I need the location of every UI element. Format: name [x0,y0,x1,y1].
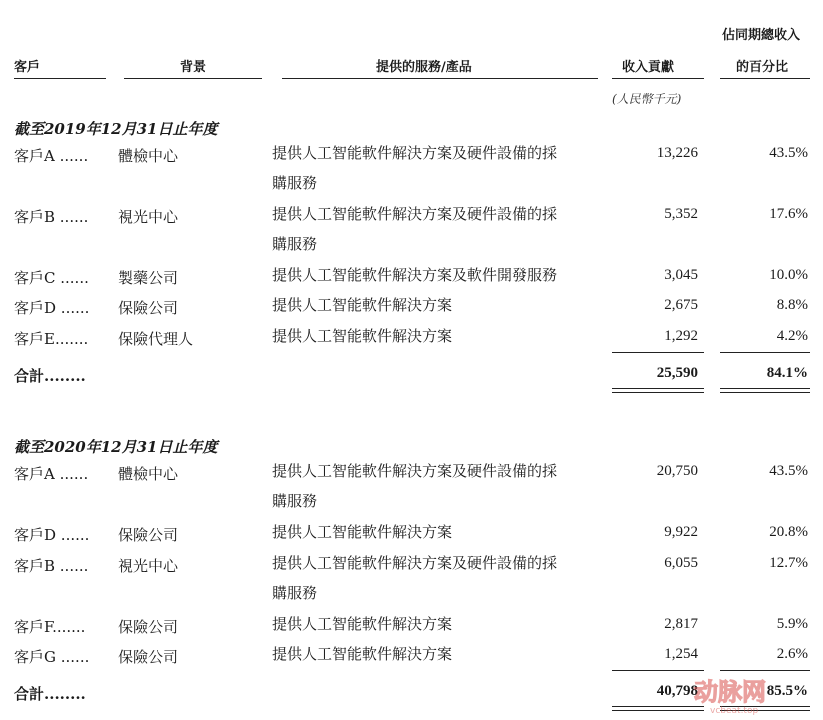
revenue-value: 1,254 [664,646,698,662]
customer-background: 視光中心 [118,557,179,575]
revenue-value: 20,750 [656,463,698,479]
watermark-logo [688,672,818,716]
customer-background: 體檢中心 [118,465,179,483]
revenue-value: 3,045 [664,267,698,283]
percentage-value: 43.5% [769,145,808,161]
percentage-value: 2.6% [776,646,808,662]
total-double-rule [612,388,704,393]
customer-name: 客戶A ...... [14,147,89,165]
header-pct-line2: 的百分比 [736,60,789,75]
period-title-2020: 截至2020年12月31日止年度 [14,438,218,456]
customer-background: 保險公司 [118,526,179,544]
revenue-value: 2,817 [664,616,698,632]
percentage-value: 43.5% [769,463,808,479]
customer-name: 客戶C ...... [14,269,89,287]
header-underline [124,78,262,79]
total-double-rule [720,388,810,393]
subtotal-rule [720,670,810,671]
revenue-value: 6,055 [664,555,698,571]
percentage-value: 8.8% [776,297,808,313]
subtotal-rule [720,352,810,353]
header-services: 提供的服務/產品 [376,60,472,75]
header-underline [14,78,106,79]
customer-name: 客戶D ...... [14,526,90,544]
service-description: 提供人工智能軟件解決方案及硬件設備的採 購服務 [272,205,558,253]
subtotal-rule [612,670,704,671]
service-description: 提供人工智能軟件解決方案 [272,523,453,541]
header-underline [282,78,598,79]
subtotal-rule [612,352,704,353]
service-description: 提供人工智能軟件解決方案 [272,615,453,633]
service-description: 提供人工智能軟件解決方案及硬件設備的採 購服務 [272,554,558,602]
total-percentage: 84.1% [766,365,808,381]
customer-name: 客戶F....... [14,618,86,636]
percentage-value: 17.6% [769,206,808,222]
total-label: 合計........ [14,685,86,703]
service-description: 提供人工智能軟件解決方案及硬件設備的採 購服務 [272,462,558,510]
total-revenue: 25,590 [656,365,698,381]
customer-background: 保險代理人 [118,330,194,348]
watermark-text: 动脉网 [694,678,766,706]
percentage-value: 10.0% [769,267,808,283]
service-description: 提供人工智能軟件解決方案及軟件開發服務 [272,266,558,284]
header-revenue: 收入貢獻 [622,60,675,75]
revenue-value: 2,675 [664,297,698,313]
unit-label: (人民幣千元) [612,92,682,106]
customer-background: 保險公司 [118,299,179,317]
customer-name: 客戶B ...... [14,208,89,226]
header-customer: 客戶 [14,60,41,75]
percentage-value: 5.9% [776,616,808,632]
customer-background: 保險公司 [118,618,179,636]
percentage-value: 4.2% [776,328,808,344]
header-underline [612,78,704,79]
customer-name: 客戶E....... [14,330,89,348]
revenue-value: 1,292 [664,328,698,344]
percentage-value: 12.7% [769,555,808,571]
revenue-value: 5,352 [664,206,698,222]
customer-name: 客戶D ...... [14,299,90,317]
customer-name: 客戶G ...... [14,648,90,666]
customer-name: 客戶B ...... [14,557,89,575]
customer-background: 體檢中心 [118,147,179,165]
percentage-value: 20.8% [769,524,808,540]
customer-background: 保險公司 [118,648,179,666]
service-description: 提供人工智能軟件解決方案 [272,296,453,314]
total-revenue: 40,798 [656,683,698,699]
total-label: 合計........ [14,367,86,385]
service-description: 提供人工智能軟件解決方案 [272,327,453,345]
total-percentage: 85.5% [766,683,808,699]
service-description: 提供人工智能軟件解決方案 [272,645,453,663]
header-background: 背景 [180,60,207,75]
revenue-value: 13,226 [656,145,698,161]
header-pct-line1: 佔同期總收入 [722,28,801,43]
period-title-2019: 截至2019年12月31日止年度 [14,120,218,138]
service-description: 提供人工智能軟件解決方案及硬件設備的採 購服務 [272,144,558,192]
customer-background: 製藥公司 [118,269,179,287]
customer-background: 視光中心 [118,208,179,226]
header-underline [720,78,810,79]
revenue-value: 9,922 [664,524,698,540]
watermark-subtext: vcbeat.top [710,706,759,716]
customer-name: 客戶A ...... [14,465,89,483]
